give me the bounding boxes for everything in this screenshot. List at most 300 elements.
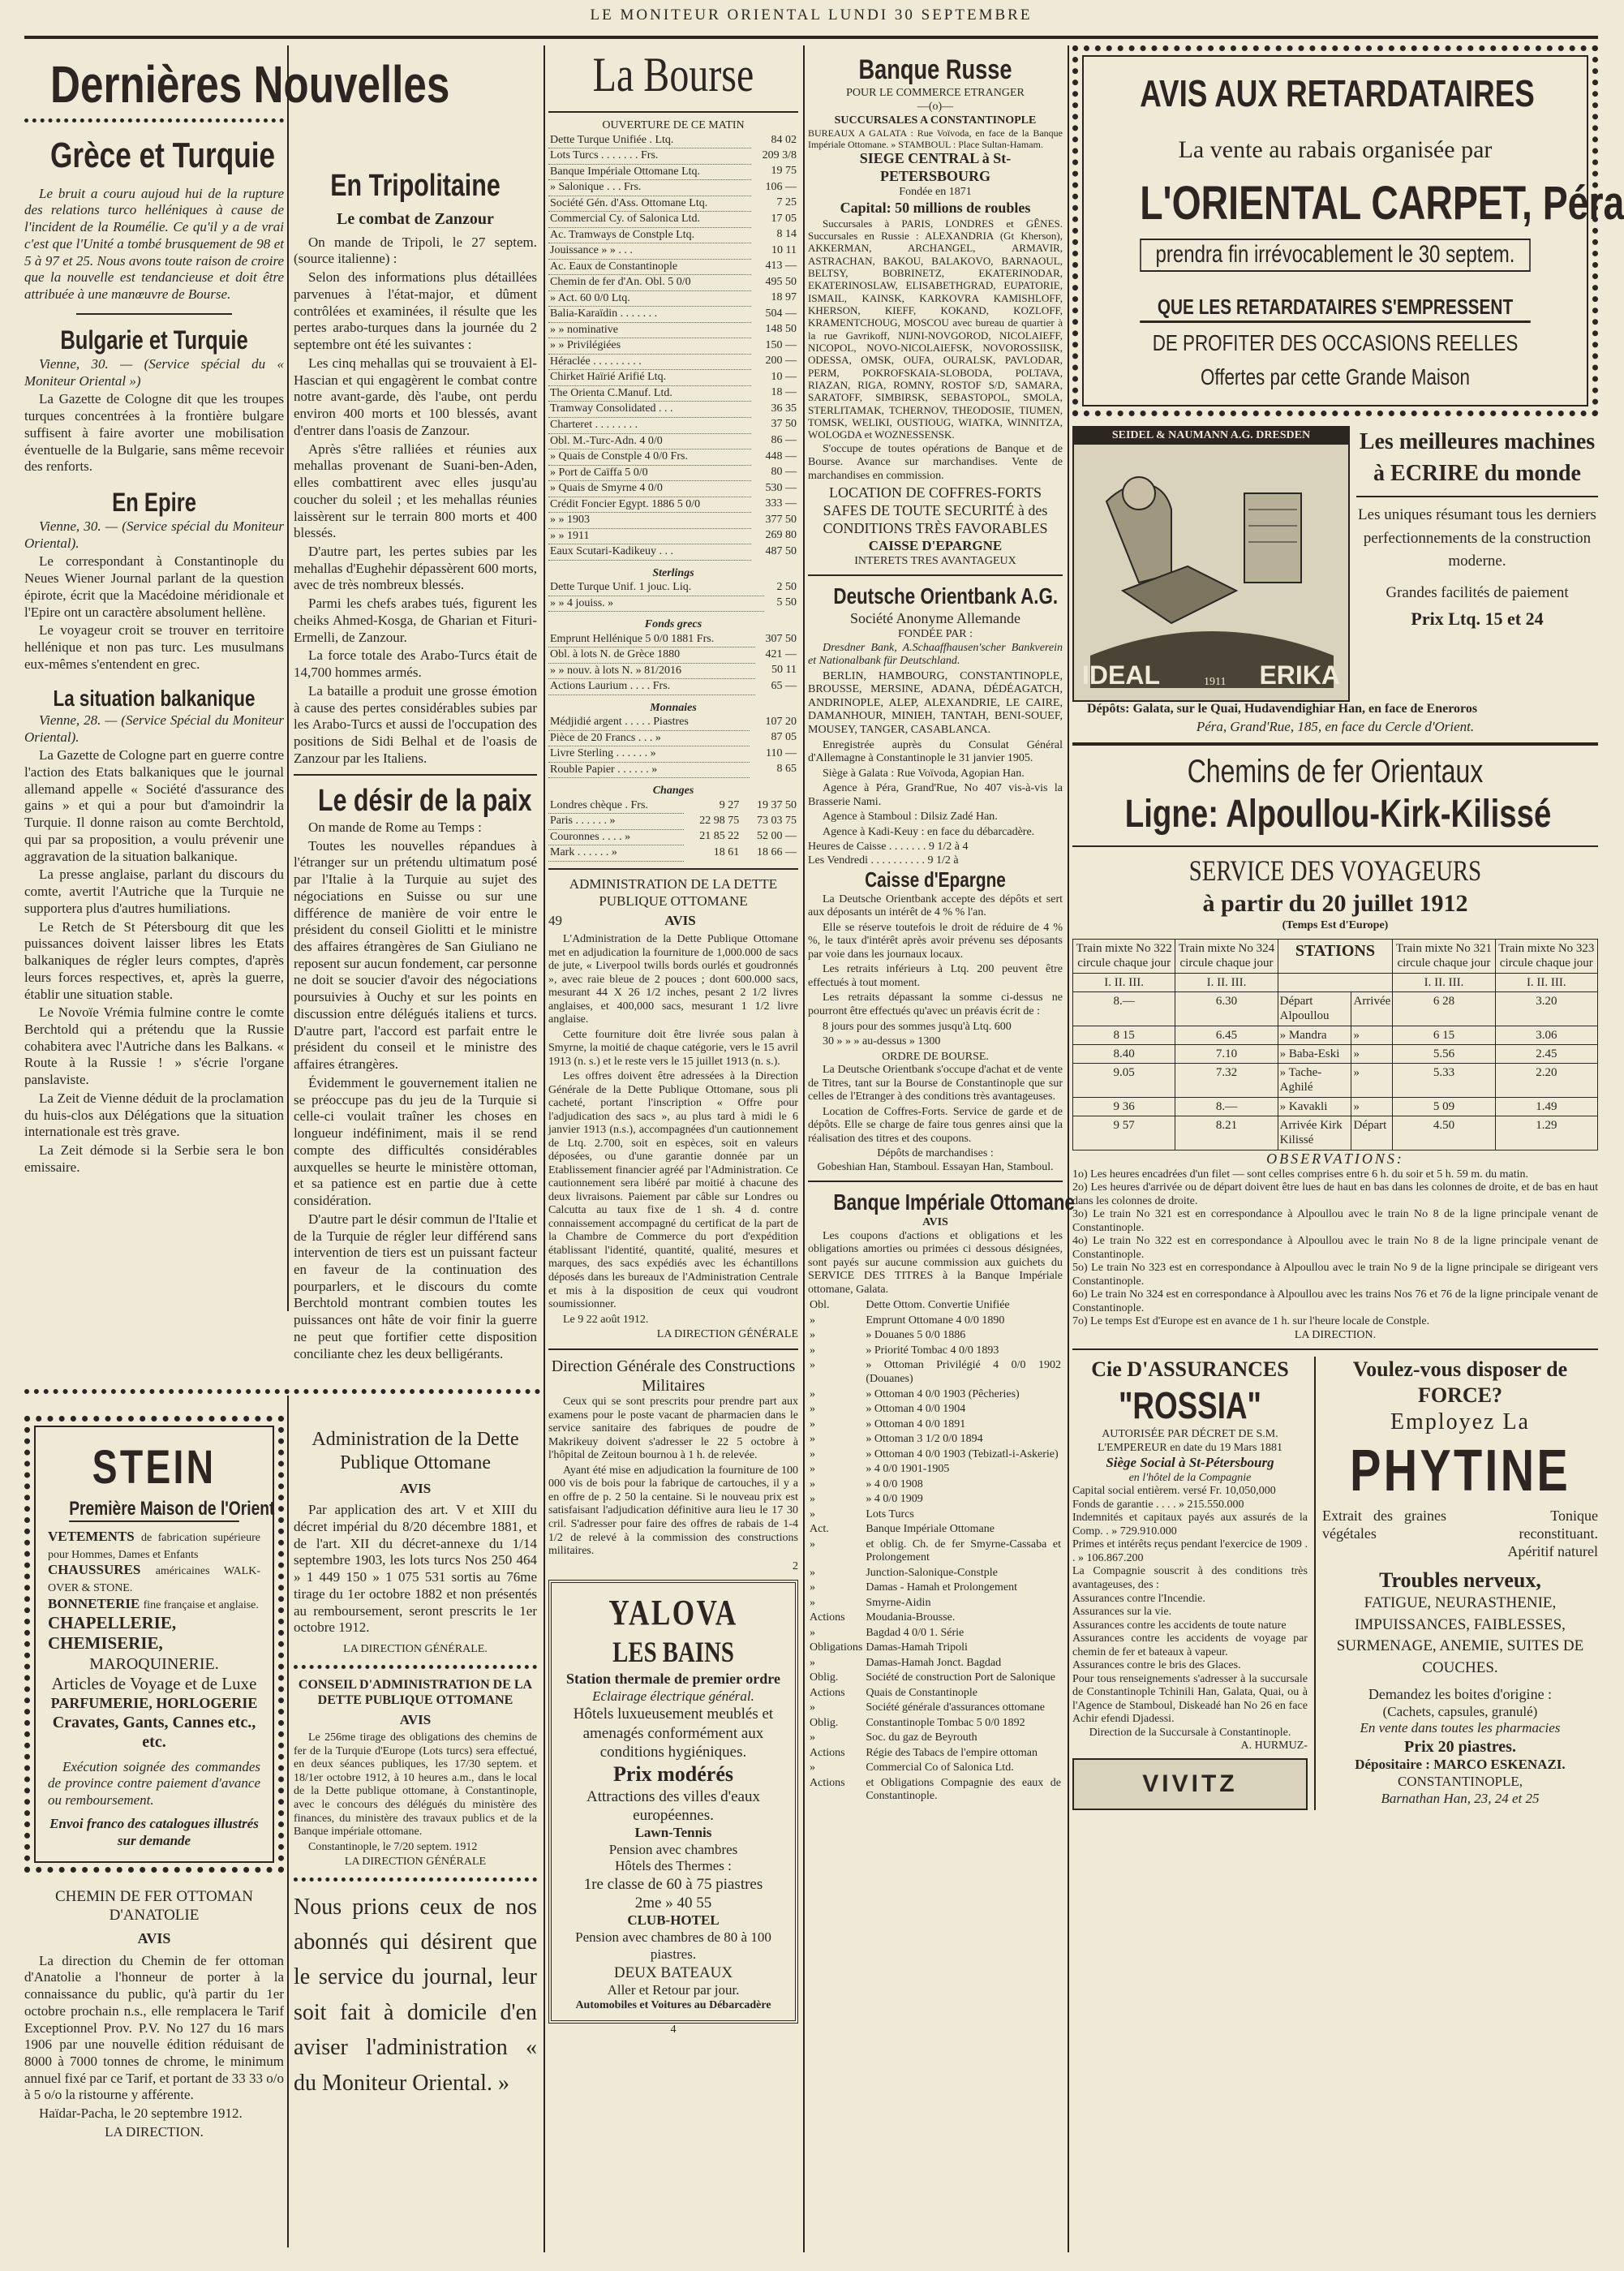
ad-brand: L'ORIENTAL CARPET, Péra bbox=[1140, 176, 1624, 230]
notice-head: CHEMIN DE FER OTTOMAN D'ANATOLIE bbox=[54, 1888, 253, 1925]
yalova-text: Station thermale de premier ordre bbox=[566, 1670, 780, 1687]
timetable-cell: 9 57 bbox=[1073, 1116, 1175, 1151]
coupon-name: et oblig. Ch. de fer Smyrne-Cassaba et Prolongement bbox=[866, 1538, 1061, 1564]
coupon-kind: Actions bbox=[810, 1611, 845, 1624]
quote-value: 18 61 bbox=[713, 845, 740, 858]
coupon-name: Société de construction Port de Salonique bbox=[866, 1671, 1056, 1684]
ad-brand: "ROSSIA" bbox=[1118, 1383, 1261, 1426]
obs-item: 6o) Le train No 324 est en correspondance à Alpoullou avec les trains Nos 76 et 76 de la ligne principale venant de Constantinople. bbox=[1072, 1288, 1598, 1314]
coupon-kind: » bbox=[810, 1731, 815, 1744]
article-body: La bataille a produit une grosse émotion à cause des pertes considérables subies par les Arabo-Turcs et aussi de l'occupation des positions de Sidi Belhal et de l'oasis de Zanzour par les Italiens. bbox=[294, 682, 537, 766]
timetable-cell: » bbox=[1351, 1064, 1393, 1098]
quote-row bbox=[548, 596, 798, 612]
timetable-row bbox=[1073, 991, 1598, 1026]
divider bbox=[1072, 845, 1598, 847]
ad-text: prendra fin irrévocablement le 30 septem. bbox=[1140, 239, 1531, 272]
ad-title: AVIS AUX RETARDATAIRES bbox=[1140, 72, 1535, 114]
coupon-row bbox=[808, 1611, 1063, 1626]
column-rule bbox=[803, 45, 805, 2252]
coupons-table bbox=[808, 1298, 1063, 1804]
column-bourse bbox=[548, 45, 798, 2252]
article-body: La force totale des Arabo-Turcs était de 14,700 hommes armés. bbox=[294, 647, 537, 681]
rossia-lines bbox=[1072, 1485, 1308, 1726]
divider bbox=[76, 313, 232, 315]
notice-avis: AVIS bbox=[664, 913, 696, 929]
coupon-name: Régie des Tabacs de l'empire ottoman bbox=[866, 1746, 1038, 1759]
quote-value: 80 — bbox=[771, 466, 797, 479]
timetable-cell: » Baba-Eski bbox=[1278, 1044, 1351, 1063]
article-dateline: On mande de Rome au Temps : bbox=[308, 819, 482, 835]
quote-value: 9 27 bbox=[719, 798, 740, 811]
bank-text: Dépôts de marchandises : bbox=[877, 1147, 994, 1160]
quote-value: 7 25 bbox=[776, 196, 797, 209]
coupon-row bbox=[808, 1776, 1063, 1804]
bank-text: Les retraits dépassant la somme ci-dessus ne pourront être effectués qu'avec un préavis écrit de : bbox=[808, 991, 1063, 1017]
bank-text: Agence à Péra, Grand'Rue, No 407 vis-à-vis la Brasserie Nami. bbox=[808, 782, 1063, 808]
timetable-cell: 3.06 bbox=[1495, 1026, 1597, 1044]
quote-label: Eaux Scutari-Kadikeuy . . . bbox=[548, 544, 751, 561]
coupon-name: et Obligations Compagnie des eaux de Constantinople. bbox=[866, 1776, 1061, 1803]
bank-text: SUCCURSALES A CONSTANTINOPLE bbox=[834, 114, 1037, 127]
quote-label: » » 1903 bbox=[548, 513, 751, 529]
page-number: 4 bbox=[670, 2024, 677, 2037]
bank-text: Les retraits inférieurs à Ltq. 200 peuvent être effectués à tout moment. bbox=[808, 963, 1063, 989]
timetable bbox=[1072, 939, 1598, 1151]
notice-body: Par application des art. V et XIII du décret impérial du 8/20 décembre 1881, et de l'art. XII du décret-annexe du 1/14 septembre 1903, les lots turcs Nos 250 464 » 1 449 150 » 1 075 531 sortis au 76me tirage du 1er octobre 1882 et non présentés au remboursement, seront prescrits le 1er octobre 1912. bbox=[294, 1502, 537, 1636]
timetable-class-cell: I. II. III. bbox=[1175, 973, 1278, 991]
coupon-row bbox=[808, 1522, 1063, 1538]
coupon-row bbox=[808, 1508, 1063, 1523]
notice-avis: AVIS bbox=[137, 1929, 171, 1946]
quote-row bbox=[548, 746, 798, 763]
quote-label: Charteret . . . . . . . . bbox=[548, 417, 751, 433]
quote-value: 52 00 — bbox=[757, 830, 797, 843]
bank-title: Banque Russe bbox=[858, 54, 1012, 85]
rail-sub: à partir du 20 juillet 1912 bbox=[1202, 889, 1468, 917]
quote-row bbox=[548, 259, 798, 275]
quote-value: 73 03 75 bbox=[757, 814, 797, 827]
quote-label: Société Gén. d'Ass. Ottomane Ltq. bbox=[548, 196, 751, 212]
coupon-row bbox=[808, 1387, 1063, 1403]
timetable-row bbox=[1073, 1064, 1598, 1098]
rossia-ad bbox=[1072, 1357, 1308, 1809]
seidel-brand: SEIDEL & NAUMANN A.G. DRESDEN bbox=[1074, 428, 1348, 445]
obs-item: 5o) Le train No 323 est en correspondance à Alpoullou avec le train No 9 de la ligne principale se dirigeant vers Constantinople. bbox=[1072, 1262, 1598, 1288]
quote-row bbox=[548, 580, 798, 596]
obs-item: 1o) Les heures encadrées d'un filet — sont celles comprises entre 6 h. du soir et 5 h. 59 m. du matin. bbox=[1072, 1168, 1528, 1181]
bank-text: Agence à Stamboul : Dilsiz Zadé Han. bbox=[823, 811, 998, 824]
ad-text: Les uniques résumant tous les derniers perfectionnements de la construction moderne. bbox=[1358, 506, 1596, 570]
quote-value: 19 75 bbox=[771, 165, 797, 178]
stein-item: Articles de Voyage et de Luxe bbox=[51, 1674, 257, 1694]
coupon-kind: » bbox=[810, 1359, 815, 1372]
quote-value: 84 02 bbox=[771, 133, 797, 146]
quote-value: 504 — bbox=[765, 307, 797, 320]
quote-label: Chirket Haïrié Arifié Ltq. bbox=[548, 370, 751, 386]
bank-text: Fondée en 1871 bbox=[899, 186, 972, 199]
timetable-row bbox=[1073, 1026, 1598, 1044]
rossia-line: Fonds de garantie . . . . » 215.550.000 bbox=[1072, 1498, 1244, 1511]
article-body: La Zeit démode si la Serbie sera le bon emissaire. bbox=[24, 1142, 284, 1175]
bank-text: S'occupe de toutes opérations de Banque et de Bourse. Avance sur marchandises. Vente de marchandises en commission. bbox=[808, 442, 1063, 482]
ad-text: Siège Social à St-Pétersbourg bbox=[1106, 1455, 1274, 1471]
quote-row bbox=[548, 385, 798, 402]
quote-value: 487 50 bbox=[765, 544, 797, 557]
coupon-name: Moudania-Brousse. bbox=[866, 1611, 956, 1624]
timetable-cell: 6.45 bbox=[1175, 1026, 1278, 1044]
article-dateline: Vienne, 28. — (Service Spécial du Moniteur Oriental). bbox=[24, 712, 284, 745]
bank-text: Gobeshian Han, Stamboul. Essayan Han, Stamboul. bbox=[817, 1160, 1054, 1173]
masthead bbox=[24, 6, 1598, 39]
bank-subhead: ORDRE DE BOURSE. bbox=[882, 1050, 989, 1063]
quote-value: 150 — bbox=[765, 338, 797, 351]
timetable-row bbox=[1073, 1116, 1598, 1151]
coupon-name: Damas-Hamah Tripoli bbox=[866, 1641, 968, 1654]
coupon-row bbox=[808, 1344, 1063, 1359]
coupon-row bbox=[808, 1314, 1063, 1329]
coupon-row bbox=[808, 1686, 1063, 1701]
typewriter-illustration bbox=[1072, 426, 1350, 702]
bank-text: Les coupons d'actions et obligations et les obligations amorties ou primées ci dessous désignées, sont payés sur aucune commission aux guichets du SERVICE DES TITRES à la Banque Impériale ottomane, Galata. bbox=[808, 1229, 1063, 1296]
coupon-kind: » bbox=[810, 1314, 815, 1327]
coupon-kind: » bbox=[810, 1538, 815, 1551]
rail-sub: (Temps Est d'Europe) bbox=[1282, 918, 1389, 931]
ad-text: Tonique reconstituant. Apéritif naturel bbox=[1507, 1507, 1598, 1559]
article-head: Le désir de la paix bbox=[318, 783, 532, 818]
quote-label: » » 4 jouiss. » bbox=[548, 596, 764, 612]
rossia-line: Capital social entièrem. versé Fr. 10,050,000 bbox=[1072, 1485, 1276, 1498]
coupon-kind: » bbox=[810, 1493, 815, 1506]
timetable-head-cell: STATIONS bbox=[1278, 940, 1393, 974]
quote-row bbox=[548, 632, 798, 647]
article-body: Le correspondant à Constantinople du Neues Wiener Journal parlant de la question épirote, écrit que la Macédoine méridionale et l'Epire ont un caractère absolument hellène. bbox=[24, 553, 284, 620]
timetable-class-cell: I. II. III. bbox=[1495, 973, 1597, 991]
quote-value: 377 50 bbox=[765, 513, 797, 526]
quote-row bbox=[548, 354, 798, 370]
notice-body: Ayant été mise en adjudication la fourniture de 100 000 vis de bois pour la fabrique de cartouches, il y a en offre de p. 2 50 la centaine. Si le nouveau prix est satisfaisant l'adjudication définitive aura lieu le 17 30 cril. S'adresser pour faire des offres de rabais de 1-4 1/2 de relevé à la commission des constructions militaires. bbox=[548, 1464, 798, 1558]
ad-price: Prix 20 piastres. bbox=[1404, 1738, 1516, 1757]
bank-text: Agence à Kadi-Keuy : en face du débarcadère. bbox=[823, 825, 1035, 838]
quote-value: 148 50 bbox=[765, 323, 797, 336]
timetable-cell: 9.05 bbox=[1073, 1064, 1175, 1098]
column-dette bbox=[294, 1428, 537, 2252]
coupon-row bbox=[808, 1641, 1063, 1656]
timetable-cell: » bbox=[1351, 1044, 1393, 1063]
stein-item-desc: fine française et anglaise. bbox=[143, 1598, 259, 1611]
yalova-text: Pension avec chambres de 80 à 100 piastres. bbox=[575, 1929, 771, 1962]
stein-sub: Première Maison de l'Orient bbox=[69, 1497, 239, 1522]
column-ads bbox=[1072, 45, 1624, 2252]
coupon-kind: Obligations bbox=[810, 1641, 863, 1654]
coupon-kind: » bbox=[810, 1477, 815, 1490]
bourse-sub: OUVERTURE DE CE MATIN bbox=[602, 119, 745, 132]
quote-row bbox=[548, 663, 798, 679]
ad-signature: A. HURMUZ- bbox=[1240, 1740, 1308, 1753]
bank-text: Enregistrée auprès du Consulat Général d'Allemagne à Constantinople le 31 janvier 1905. bbox=[808, 738, 1063, 765]
quote-label: Jouissance » » . . . bbox=[548, 243, 751, 260]
bank-text: LOCATION DE COFFRES-FORTS SAFES DE TOUTE SECURITÉ à des CONDITIONS TRÈS FAVORABLES bbox=[823, 484, 1048, 537]
timetable-cell: 5.33 bbox=[1393, 1064, 1495, 1098]
quote-row bbox=[548, 322, 798, 338]
timetable-class-row bbox=[1073, 973, 1598, 991]
quote-value: 5 50 bbox=[776, 596, 797, 609]
quote-value: 307 50 bbox=[765, 632, 797, 645]
article-head: En Tripolitaine bbox=[330, 169, 501, 203]
coupon-kind: » bbox=[810, 1701, 815, 1714]
notice-avis: AVIS bbox=[399, 1711, 432, 1727]
bank-text: Dresdner Bank, A.Schaaffhausen'scher Bankverein et Nationalbank für Deutschland. bbox=[808, 641, 1063, 668]
rossia-line: Pour tous renseignements s'adresser à la succursale de Constantinople Tchinili Han, Galata, Quai, ou à l'Agence de Stamboul, Diskeadé han No 26 en face Achir efendi Djadessi. bbox=[1072, 1672, 1308, 1726]
column-rule bbox=[1068, 45, 1069, 2252]
bank-text: 30 » » » au-dessus » 1300 bbox=[823, 1035, 941, 1048]
stein-item: PARFUMERIE, HORLOGERIE bbox=[50, 1694, 258, 1711]
year-label: 1911 bbox=[1204, 676, 1227, 689]
quote-value: 36 35 bbox=[771, 402, 797, 415]
quote-label: » Quais de Smyrne 4 0/0 bbox=[548, 481, 751, 497]
coupon-row bbox=[808, 1671, 1063, 1686]
quote-row bbox=[548, 212, 798, 228]
quote-label: Ac. Eaux de Constantinople bbox=[548, 259, 751, 275]
notice-avis: AVIS bbox=[399, 1480, 432, 1496]
notice-date: Le 9 22 août 1912. bbox=[563, 1313, 649, 1326]
ad-text: Demandez les boites d'origine : bbox=[1368, 1685, 1553, 1702]
quote-row bbox=[548, 715, 798, 730]
notice-head: Direction Générale des Constructions Militaires bbox=[551, 1357, 796, 1395]
quote-label: The Orienta C.Manuf. Ltd. bbox=[548, 385, 751, 402]
timetable-cell: 5.56 bbox=[1393, 1044, 1495, 1063]
stein-item-desc: américaines WALK-OVER & STONE. bbox=[48, 1565, 260, 1595]
seidel-text bbox=[1356, 426, 1598, 702]
quote-label: Médjidié argent . . . . . Piastres bbox=[548, 715, 750, 730]
stein-text: Exécution soignée des commandes de province contre paiement d'avance ou remboursement. bbox=[48, 1758, 260, 1809]
quotes-head: Monnaies bbox=[650, 701, 697, 714]
ad-text: (Cachets, capsules, granulé) bbox=[1382, 1703, 1538, 1719]
coupon-row bbox=[808, 1626, 1063, 1641]
quote-label: Mark . . . . . . » bbox=[548, 845, 684, 862]
quote-value: 530 — bbox=[765, 481, 797, 494]
notice-avis: AVIS bbox=[922, 1216, 948, 1229]
article-head: Bulgarie et Turquie bbox=[60, 325, 248, 355]
timetable-cell: 6 15 bbox=[1393, 1026, 1495, 1044]
timetable-cell: » Mandra bbox=[1278, 1026, 1351, 1044]
coupon-row bbox=[808, 1328, 1063, 1344]
notice-signature: LA DIRECTION GÉNÉRALE bbox=[656, 1328, 798, 1341]
erika-label: ERIKA bbox=[1259, 660, 1340, 690]
timetable-cell: 1.49 bbox=[1495, 1097, 1597, 1116]
article-body: Toutes les nouvelles répandues à l'étranger sur un prétendu ultimatum posé par l'Italie à la Turquie au sujet des négociations en Suisse ou sur une différence de manière de voir entre le président du conseil Giolitti et le ministre des affaires étrangères de San Giuliano ne reposent sur aucun fondement, car personne ne doit se soucier d'avoir des négociations poursuivies à Ouchy et sur les points en discussion entre délégués italiens et turcs. D'autre part, l'accord est parfait entre le président du conseil et le ministre des affaires étrangères. bbox=[294, 837, 537, 1073]
quote-label: Banque Impériale Ottomane Ltq. bbox=[548, 164, 751, 180]
column-rule bbox=[543, 45, 545, 2252]
stein-item: BONNETERIE bbox=[48, 1595, 140, 1611]
timetable-head-cell: Train mixte No 324 circule chaque jour bbox=[1175, 940, 1278, 974]
ad-title: Les meilleures machines à ECRIRE du monde bbox=[1359, 429, 1596, 487]
article-body: Parmi les chefs arabes tués, figurent les cheiks Ahmed-Kosga, de Gharian et Fituri-Ermelli, de Zanzour. bbox=[294, 596, 537, 645]
yalova-sub: LES BAINS bbox=[612, 1635, 734, 1668]
article-body: Le Novoïe Vrémia fulmine contre le comte Berchtold qui a prétendu que la Russie cohabitera avec l'Autriche dans les Balkans. « Route à la Russie ! » s'écrie l'organe panslaviste. bbox=[24, 1004, 284, 1088]
rail-head: Ligne: Alpoullou-Kirk-Kilissé bbox=[1124, 793, 1552, 837]
ad-title: Cie D'ASSURANCES bbox=[1091, 1357, 1289, 1382]
article-body: La Zeit de Vienne déduit de la proclamation du huis-clos aux Délégations que la situation internationale est très grave. bbox=[24, 1090, 284, 1140]
notice-head: ADMINISTRATION DE LA DETTE PUBLIQUE OTTOMANE bbox=[569, 875, 778, 909]
divider bbox=[24, 118, 284, 123]
divider bbox=[294, 774, 537, 776]
quote-label: Couronnes . . . . » bbox=[548, 829, 684, 845]
bank-text: INTERETS TRES AVANTAGEUX bbox=[854, 554, 1016, 567]
timetable-cell: » Kavakli bbox=[1278, 1097, 1351, 1116]
coupon-name: » 4 0/0 1901-1905 bbox=[866, 1463, 950, 1476]
quote-row bbox=[548, 433, 798, 449]
timetable-row bbox=[1073, 1044, 1598, 1063]
notice-number: 2 bbox=[793, 1559, 798, 1572]
coupon-name: Dette Ottom. Convertie Unifiée bbox=[866, 1299, 1010, 1312]
quote-row bbox=[548, 497, 798, 513]
rail-sub: SERVICE DES VOYAGEURS bbox=[1188, 854, 1482, 888]
quote-row bbox=[548, 762, 798, 778]
column-banks bbox=[808, 45, 1075, 2252]
yalova-text: Aller et Retour par jour. bbox=[607, 1981, 740, 1998]
quote-value: 65 — bbox=[771, 679, 797, 692]
bank-text: —(o)— bbox=[917, 100, 954, 113]
article-body: D'autre part le désir commun de l'Italie et de la Turquie de régler leur différend sans intervention de tiers est un puissant facteur en faveur de la continuation des pourparlers, et le discours du comte Berchtold montrant combien toutes les puissances ont hâte de voir finir la guerre ne peut que fortifier cette disposition conciliante chez les deux belligérants. bbox=[294, 1211, 537, 1361]
article-head: La situation balkanique bbox=[53, 685, 256, 711]
divider bbox=[548, 868, 798, 870]
quote-label: Dette Turque Unif. 1 jouc. Liq. bbox=[548, 580, 764, 596]
bank-sub: POUR LE COMMERCE ETRANGER bbox=[846, 87, 1025, 100]
rossia-line: La Compagnie souscrit à des conditions très avantageuses, des : bbox=[1072, 1565, 1308, 1591]
article-body: Le Retch de St Pétersbourg dit que les puissances doivent laisser libres les Etats balkaniques de régler leurs comptes, d'après leurs forces respectives, et, après la guerre, établir une situation stable. bbox=[24, 918, 284, 1002]
quote-row bbox=[548, 402, 798, 418]
coupon-name: » Ottoman 4 0/0 1903 (Tebizatl-i-Askerie) bbox=[866, 1447, 1059, 1460]
quote-row bbox=[548, 148, 798, 165]
notice-date: Constantinople, le 7/20 septem. 1912 bbox=[308, 1840, 478, 1853]
timetable-cell: 8 15 bbox=[1073, 1026, 1175, 1044]
ad-text: QUE LES RETARDATAIRES S'EMPRESSENT bbox=[1140, 295, 1531, 323]
divider bbox=[24, 1389, 540, 1394]
coupon-name: » 4 0/0 1909 bbox=[866, 1493, 923, 1506]
ad-text: La vente au rabais organisée par bbox=[1178, 136, 1493, 164]
quote-row bbox=[548, 164, 798, 180]
timetable-cell: Arrivée bbox=[1351, 991, 1393, 1026]
coupon-name: Bagdad 4 0/0 1. Série bbox=[866, 1626, 965, 1639]
coupon-kind: » bbox=[810, 1656, 815, 1669]
coupon-kind: » bbox=[810, 1626, 815, 1639]
quote-row bbox=[548, 528, 798, 544]
quote-row bbox=[548, 481, 798, 497]
timetable-head-cell: Train mixte No 322 circule chaque jour bbox=[1073, 940, 1175, 974]
quote-row bbox=[548, 814, 798, 830]
timetable-cell: 5 09 bbox=[1393, 1097, 1495, 1116]
quote-value: 18 66 — bbox=[757, 845, 797, 858]
bank-text: La Deutsche Orientbank s'occupe d'achat et de vente de Titres, tant sur la Bourse de Constantinople que sur celles de l'Etranger à des conditions très avantageuses. bbox=[808, 1064, 1063, 1103]
article-body: La Gazette de Cologne dit que les troupes turques concentrées à la frontière bulgare suffisent à faire avorter une mobilisation éventuelle de la Bulgarie, sans même recevoir des renforts. bbox=[24, 391, 284, 475]
coupon-row bbox=[808, 1358, 1063, 1387]
divider bbox=[294, 1877, 537, 1882]
quote-value: 50 11 bbox=[771, 664, 797, 677]
quote-label: » Act. 60 0/0 Ltq. bbox=[548, 290, 751, 307]
coupon-name: » Priorité Tombac 4 0/0 1893 bbox=[866, 1344, 999, 1357]
ad-text: Grandes facilités de paiement bbox=[1386, 583, 1569, 601]
coupon-row bbox=[808, 1492, 1063, 1508]
quote-label: » » 1911 bbox=[548, 528, 751, 544]
coupon-kind: » bbox=[810, 1581, 815, 1594]
quote-label: Héraclée . . . . . . . . . bbox=[548, 354, 751, 370]
timetable-cell: 1.29 bbox=[1495, 1116, 1597, 1151]
quote-label: Emprunt Hellénique 5 0/0 1881 Frs. bbox=[548, 632, 755, 647]
column-rule bbox=[287, 1396, 289, 2247]
quote-label: » » nouv. à lots N. » 81/2016 bbox=[548, 663, 755, 679]
quote-value: 200 — bbox=[765, 355, 797, 368]
quote-row bbox=[548, 647, 798, 664]
article-body: La Gazette de Cologne part en guerre contre l'action des Etats balkaniques que le journal allemand appelle « Société d'assurance des gains » et qui a pour but d'amoindrir la Turquie. Il donne raison au comte Berchtold, qui par sa proposition, a voulu prévenir une aggravation de la situation balkanique. bbox=[24, 747, 284, 864]
notice-signature: LA DIRECTION. bbox=[105, 2123, 204, 2140]
bank-sub: Société Anonyme Allemande bbox=[850, 610, 1020, 627]
timetable-cell: 8.— bbox=[1175, 1097, 1278, 1116]
coupon-row bbox=[808, 1731, 1063, 1746]
quote-label: Londres chèque . Frs. bbox=[548, 798, 684, 814]
notice-number: 49 bbox=[548, 913, 562, 929]
yalova-text: Attractions des villes d'eaux européennes. bbox=[586, 1787, 760, 1824]
quote-row bbox=[548, 196, 798, 212]
coupon-kind: Obl. bbox=[810, 1299, 830, 1312]
notice-body: Cette fourniture doit être livrée sous palan à Smyrne, la moitié de chaque catégorie, vers le 15 avril 1913 (n. s.) et le reste vers le 15 juillet 1913 (n. s.). bbox=[548, 1028, 798, 1068]
notice-body: Les offres doivent être adressées à la Direction Générale de la Dette Publique Ottomane, sous pli cacheté, portant l'inscription « Offre pour l'adjudication des sacs », au plus tard à midi le 6 janvier 1913 (n.s.), accompagnées d'un cautionnement de Ltq. 2.700, soit en espèces, soit en valeurs déposées, ou d'une garantie donnée par un Etablissement financier agréé par l'Administration. Ce cautionnement sera libéré par moitié à chacune des deux livraisons. Paiement par câble sur Londres ou Calcutta au taux fixe de 1 sh. 4 d. contre connaissement accompagné du certificat de la part de la Chambre de Commerce du port d'expédition établissant l'identité, quantité, qualité, mesures et marques, des sacs expédiés avec les échantillons déposés dans les bureaux de l'Administration Centrale et mis à la disposition de ceux qui voudront soumissionner. bbox=[548, 1070, 798, 1311]
obs-item: 2o) Les heures d'arrivée ou de départ doivent être lues de haut en bas dans les colonnes de droite, et de bas en haut dans les colonnes de droite. bbox=[1072, 1181, 1598, 1207]
coupon-row bbox=[808, 1477, 1063, 1493]
timetable-cell: » Tache-Aghilé bbox=[1278, 1064, 1351, 1098]
quote-value: 86 — bbox=[771, 434, 797, 446]
obs-list bbox=[1072, 1168, 1598, 1329]
obs-head: OBSERVATIONS: bbox=[1266, 1150, 1404, 1167]
quote-value: 18 97 bbox=[771, 291, 797, 304]
quote-row bbox=[548, 845, 798, 862]
timetable-head-cell: Train mixte No 323 circule chaque jour bbox=[1495, 940, 1597, 974]
coupon-name: Emprunt Ottomane 4 0/0 1890 bbox=[866, 1314, 1005, 1327]
section-title: Dernières Nouvelles bbox=[50, 55, 450, 114]
notice-signature: LA DIRECTION GÉNÉRALE. bbox=[343, 1643, 488, 1656]
quote-label: Rouble Papier . . . . . . » bbox=[548, 762, 750, 778]
yalova-title: YALOVA bbox=[608, 1593, 738, 1633]
timetable-class-cell: I. II. III. bbox=[1393, 973, 1495, 991]
coupon-name: Quais de Constantinople bbox=[866, 1686, 977, 1699]
quote-label: Crédit Foncier Egypt. 1886 5 0/0 bbox=[548, 497, 751, 513]
stein-item: MAROQUINERIE. bbox=[89, 1654, 219, 1673]
divider bbox=[1072, 1348, 1598, 1350]
quote-value: 87 05 bbox=[771, 731, 797, 744]
quotes-table bbox=[548, 715, 798, 778]
quote-row bbox=[548, 513, 798, 529]
yalova-text: Prix modérés bbox=[612, 1761, 733, 1786]
ad-text: Dépositaire : MARCO ESKENAZI. bbox=[1355, 1757, 1566, 1773]
quote-value: 209 3/8 bbox=[762, 148, 797, 161]
article-body: Les cinq mehallas qui se trouvaient à El-Hascian et qui engagèrent le combat contre notre avant-garde, dès l'aube, ont perdu environ 400 morts et 100 blessés, avant d'entrer dans l'oasis de Zanzour. bbox=[294, 355, 537, 438]
article-body: Évidemment le gouvernement italien ne se préoccupe pas du jeu de la Turquie si celle-ci voulait traîner les choses en longueur indéfiniment, mais il se rend compte des difficultés considérables auxquelles se heurte le ministère ottoman, et sa patience est en partie due à cette considération. bbox=[294, 1074, 537, 1209]
obs-item: 4o) Le train No 322 est en correspondance à Alpoullou avec le train No 8 de la ligne principale venant de Constantinople. bbox=[1072, 1235, 1598, 1261]
yalova-text: DEUX BATEAUX bbox=[613, 1963, 733, 1981]
ad-text: Direction de la Succursale à Constantinople. bbox=[1089, 1726, 1291, 1739]
quote-row bbox=[548, 370, 798, 386]
notice-body: Ceux qui se sont prescrits pour prendre part aux examens pour le poste vacant de pharmacien dans le service sanitaire des fabriques de poudre de Makrikeuy doivent s'adresser le 22 5 octobre à l'hôpital de Zeitoun bournou à 1 h. de relevée. bbox=[548, 1396, 798, 1462]
ad-text: Dépôts: Galata, sur le Quai, Hudavendighiar Han, en face de Eneroros bbox=[1087, 702, 1478, 716]
article-dateline: Vienne, 30. — (Service spécial du Moniteur Oriental). bbox=[24, 518, 284, 551]
coupon-name: » 4 0/0 1908 bbox=[866, 1477, 923, 1490]
yalova-text: Automobiles et Voitures au Débarcadère bbox=[575, 1998, 771, 2011]
coupon-name: » Ottoman Privilégié 4 0/0 1902 (Douanes) bbox=[866, 1359, 1061, 1385]
quote-value: 110 — bbox=[766, 746, 797, 759]
coupon-kind: » bbox=[810, 1447, 815, 1460]
coupon-row bbox=[808, 1447, 1063, 1463]
quote-row bbox=[548, 227, 798, 243]
bank-text: BERLIN, HAMBOURG, CONSTANTINOPLE, BROUSSE, MERSINE, ADANA, DÉDÉAGATCH, ANDRINOPLE, ALEP, ALEXANDRIE, LE CAIRE, DAMANHOUR, MINIEH, TANTAH, BENI-SOUEF, MOUSEY, TANGER, CASABLANCA. bbox=[808, 669, 1063, 736]
